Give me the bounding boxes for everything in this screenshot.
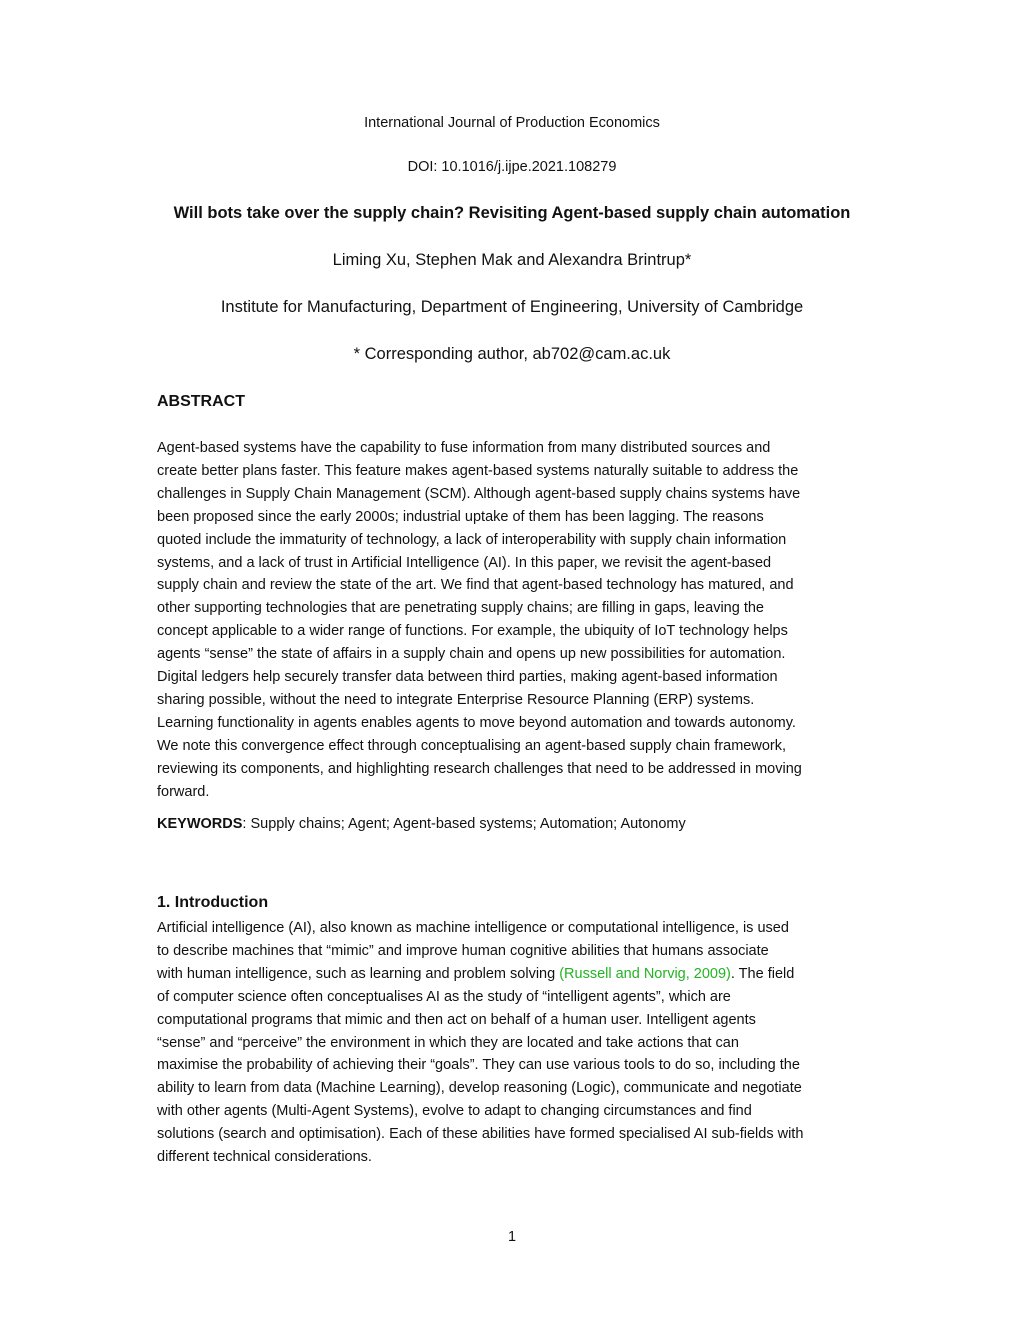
authors: Liming Xu, Stephen Mak and Alexandra Brintrup* [332, 251, 692, 269]
intro-text: . The field [730, 965, 795, 982]
abstract-line: quoted include the immaturity of technology, a lack of interoperability with supply chain information [157, 531, 787, 548]
intro-line: “sense” and “perceive” the environment in which they are located and take actions that can [157, 1034, 739, 1051]
abstract-line: supply chain and review the state of the art. We find that agent-based technology has matured, and [157, 577, 794, 594]
abstract-body [157, 437, 873, 804]
keywords [157, 816, 686, 832]
abstract-heading: ABSTRACT [157, 393, 245, 410]
intro-line: computational programs that mimic and then act on behalf of a human user. Intelligent agents [157, 1011, 756, 1028]
abstract-line: Learning functionality in agents enables agents to move beyond automation and towards autonomy. [157, 714, 796, 731]
introduction-heading: 1. Introduction [157, 894, 269, 911]
intro-line-with-citation [157, 963, 873, 986]
abstract-line: We note this convergence effect through conceptualising an agent-based supply chain framework, [157, 737, 786, 754]
paper-title: Will bots take over the supply chain? Revisiting Agent-based supply chain automation [173, 204, 851, 222]
abstract-line: Agent-based systems have the capability to fuse information from many distributed sources and [157, 440, 771, 456]
intro-line: with other agents (Multi-Agent Systems), evolve to adapt to changing circumstances and find [157, 1103, 752, 1120]
abstract-line: sharing possible, without the need to integrate Enterprise Resource Planning (ERP) systems. [157, 691, 755, 708]
introduction-body [157, 917, 873, 1169]
intro-line: Artificial intelligence (AI), also known as machine intelligence or computational intelligence, is used [157, 920, 789, 936]
citation-link[interactable]: (Russell and Norvig, 2009) [559, 965, 731, 982]
page-number: 1 [507, 1229, 517, 1245]
keywords-label: KEYWORDS [157, 816, 243, 832]
abstract-line: create better plans faster. This feature makes agent-based systems naturally suitable to address the [157, 462, 799, 479]
abstract-line: forward. [157, 783, 210, 800]
intro-line: to describe machines that “mimic” and improve human cognitive abilities that humans associate [157, 942, 769, 959]
intro-line: maximise the probability of achieving their “goals”. They can use various tools to do so, including the [157, 1057, 800, 1074]
abstract-line: reviewing its components, and highlighting research challenges that need to be addressed in moving [157, 760, 802, 777]
intro-line: of computer science often conceptualises AI as the study of “intelligent agents”, which are [157, 988, 731, 1005]
intro-line: different technical considerations. [157, 1149, 372, 1166]
intro-text: with human intelligence, such as learning and problem solving [157, 965, 560, 982]
abstract-line: systems, and a lack of trust in Artificial Intelligence (AI). In this paper, we revisit the agent-based [157, 554, 772, 571]
abstract-line: been proposed since the early 2000s; industrial uptake of them has been lagging. The reasons [157, 508, 764, 525]
intro-line: ability to learn from data (Machine Learning), develop reasoning (Logic), communicate and negotiate [157, 1080, 802, 1097]
intro-line: solutions (search and optimisation). Each of these abilities have formed specialised AI sub-fields with [157, 1126, 804, 1143]
abstract-line: agents “sense” the state of affairs in a supply chain and opens up new possibilities for automation. [157, 646, 786, 663]
doi: DOI: 10.1016/j.ijpe.2021.108279 [407, 159, 617, 175]
affiliation: Institute for Manufacturing, Department of Engineering, University of Cambridge [220, 298, 804, 316]
keywords-list: : Supply chains; Agent; Agent-based systems; Automation; Autonomy [242, 816, 686, 832]
abstract-line: Digital ledgers help securely transfer data between third parties, making agent-based information [157, 669, 778, 686]
abstract-line: concept applicable to a wider range of functions. For example, the ubiquity of IoT technology helps [157, 623, 788, 640]
abstract-line: challenges in Supply Chain Management (SCM). Although agent-based supply chains systems have [157, 485, 801, 502]
corresponding-author: * Corresponding author, ab702@cam.ac.uk [353, 345, 671, 363]
journal-name: International Journal of Production Economics [364, 115, 660, 131]
abstract-line: other supporting technologies that are penetrating supply chains; are filling in gaps, leaving the [157, 600, 764, 617]
